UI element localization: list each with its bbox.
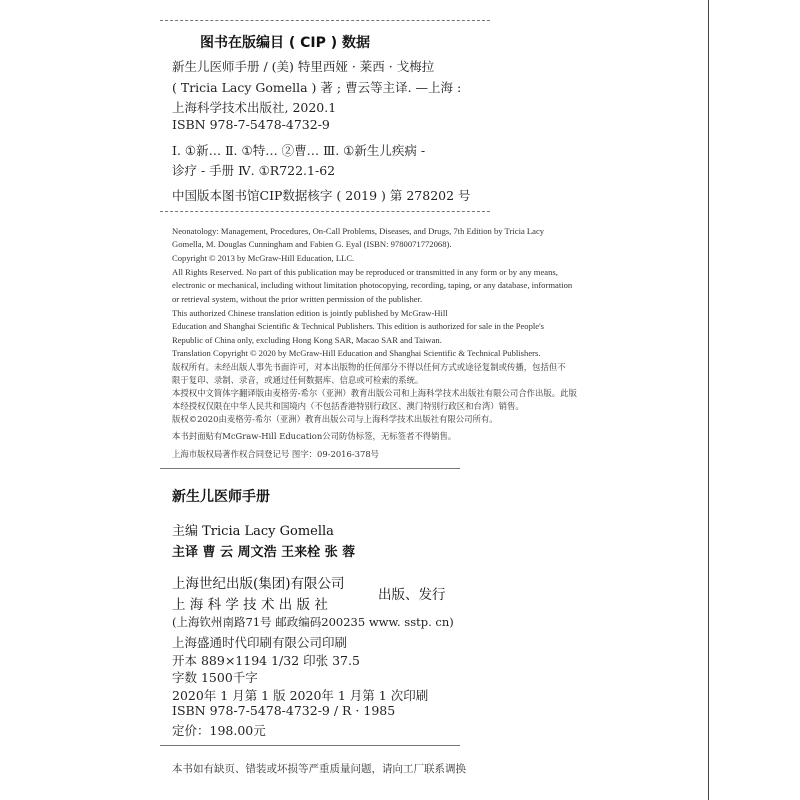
copyright-english-line: Copyright © 2013 by McGraw-Hill Education, LLC. bbox=[172, 253, 355, 263]
cip-top-divider bbox=[160, 20, 490, 21]
format: 开本 889×1194 1/32 印张 37.5 bbox=[172, 653, 360, 668]
cip-line: 上海科学技术出版社, 2020.1 bbox=[172, 100, 337, 115]
chief-translators: 主译 曹 云 周文浩 王来栓 张 蓉 bbox=[172, 545, 356, 560]
cip-line: ( Tricia Lacy Gomella ) 著 ; 曹云等主译. —上海 : bbox=[172, 80, 462, 95]
anti-counterfeit-note: 本书封面贴有McGraw-Hill Education公司防伪标签，无标签者不得销售。 bbox=[172, 431, 457, 441]
copyright-english-line: Republic of China only, excluding Hong Kong SAR, Macao SAR and Taiwan. bbox=[172, 335, 442, 345]
cip-line: ISBN 978-7-5478-4732-9 bbox=[172, 117, 330, 132]
printer: 上海盛通时代印刷有限公司印刷 bbox=[172, 635, 348, 650]
cip-line: 新生儿医师手册 / (美) 特里西娅 · 莱西 · 戈梅拉 bbox=[172, 59, 435, 74]
edition: 2020年 1 月第 1 版 2020年 1 月第 1 次印刷 bbox=[172, 688, 429, 703]
copyright-english-line: electronic or mechanical, including without limitation photocopying, recording, taping, or any database, information bbox=[172, 280, 573, 290]
page-margin-rule bbox=[708, 0, 709, 800]
publish-note: 出版、发行 bbox=[378, 587, 446, 603]
cip-bottom-divider bbox=[160, 211, 490, 212]
copyright-english-line: Gomella, M. Douglas Cunningham and Fabien G. Eyal (ISBN: 9780071772068). bbox=[172, 239, 452, 249]
cip-line: Ⅰ. ①新… Ⅱ. ①特… ②曹… Ⅲ. ①新生儿疾病 - bbox=[172, 143, 426, 158]
copyright-chinese-line: 版权所有。未经出版人事先书面许可，对本出版物的任何部分不得以任何方式或途径复制或传播，包括但不 bbox=[172, 362, 566, 372]
copyright-english-line: This authorized Chinese translation edition is jointly published by McGraw-Hill bbox=[172, 308, 448, 318]
copyright-english-line: or retrieval system, without the prior written permission of the publisher. bbox=[172, 294, 423, 304]
copyright-english-line: Neonatology: Management, Procedures, On-Call Problems, Diseases, and Drugs, 7th Edition by Tricia Lacy bbox=[172, 226, 545, 236]
copyright-divider bbox=[160, 468, 460, 469]
price: 定价：198.00元 bbox=[172, 723, 266, 738]
publisher-group: 上海世纪出版(集团)有限公司 bbox=[172, 576, 345, 592]
copyright-chinese-line: 本经授权仅限在中华人民共和国境内（不包括香港特别行政区、澳门特别行政区和台湾）销售。 bbox=[172, 401, 524, 411]
cip-line: 诊疗 - 手册 Ⅳ. ①R722.1-62 bbox=[172, 163, 336, 178]
publisher-address: (上海钦州南路71号 邮政编码200235 www. sstp. cn) bbox=[172, 615, 454, 629]
copyright-english-line: Translation Copyright © 2020 by McGraw-Hill Education and Shanghai Scientific & Technical Publishers. bbox=[172, 348, 541, 358]
copyright-chinese-line: 本授权中文简体字翻译版由麦格劳-希尔（亚洲）教育出版公司和上海科学技术出版社有限公司合作出版。此版 bbox=[172, 388, 577, 398]
book-title: 新生儿医师手册 bbox=[172, 489, 270, 505]
copyright-english-line: All Rights Reserved. No part of this publication may be reproduced or transmitted in any form or by any means, bbox=[172, 267, 558, 277]
publisher-name: 上 海 科 学 技 术 出 版 社 bbox=[172, 597, 328, 613]
cip-line: 中国版本图书馆CIP数据核字 ( 2019 ) 第 278202 号 bbox=[172, 188, 471, 203]
quality-footnote: 本书如有缺页、错装或坏损等严重质量问题，请向工厂联系调换 bbox=[172, 763, 466, 775]
copyright-chinese-line: 限于复印、录制、录音，或通过任何数据库、信息或可检索的系统。 bbox=[172, 375, 424, 385]
footer-divider bbox=[160, 745, 460, 746]
copyright-chinese-line: 版权©2020由麦格劳-希尔（亚洲）教育出版公司与上海科学技术出版社有限公司所有。 bbox=[172, 414, 498, 424]
cip-heading: 图书在版编目 ( CIP ) 数据 bbox=[200, 35, 371, 51]
word-count: 字数 1500千字 bbox=[172, 670, 258, 685]
copyright-english-line: Education and Shanghai Scientific & Technical Publishers. This edition is authorized for sale in the People's bbox=[172, 321, 544, 331]
isbn: ISBN 978-7-5478-4732-9 / R · 1985 bbox=[172, 703, 396, 718]
chief-editor: 主编 Tricia Lacy Gomella bbox=[172, 524, 334, 539]
copyright-registration: 上海市版权局著作权合同登记号 图字：09-2016-378号 bbox=[172, 449, 380, 459]
